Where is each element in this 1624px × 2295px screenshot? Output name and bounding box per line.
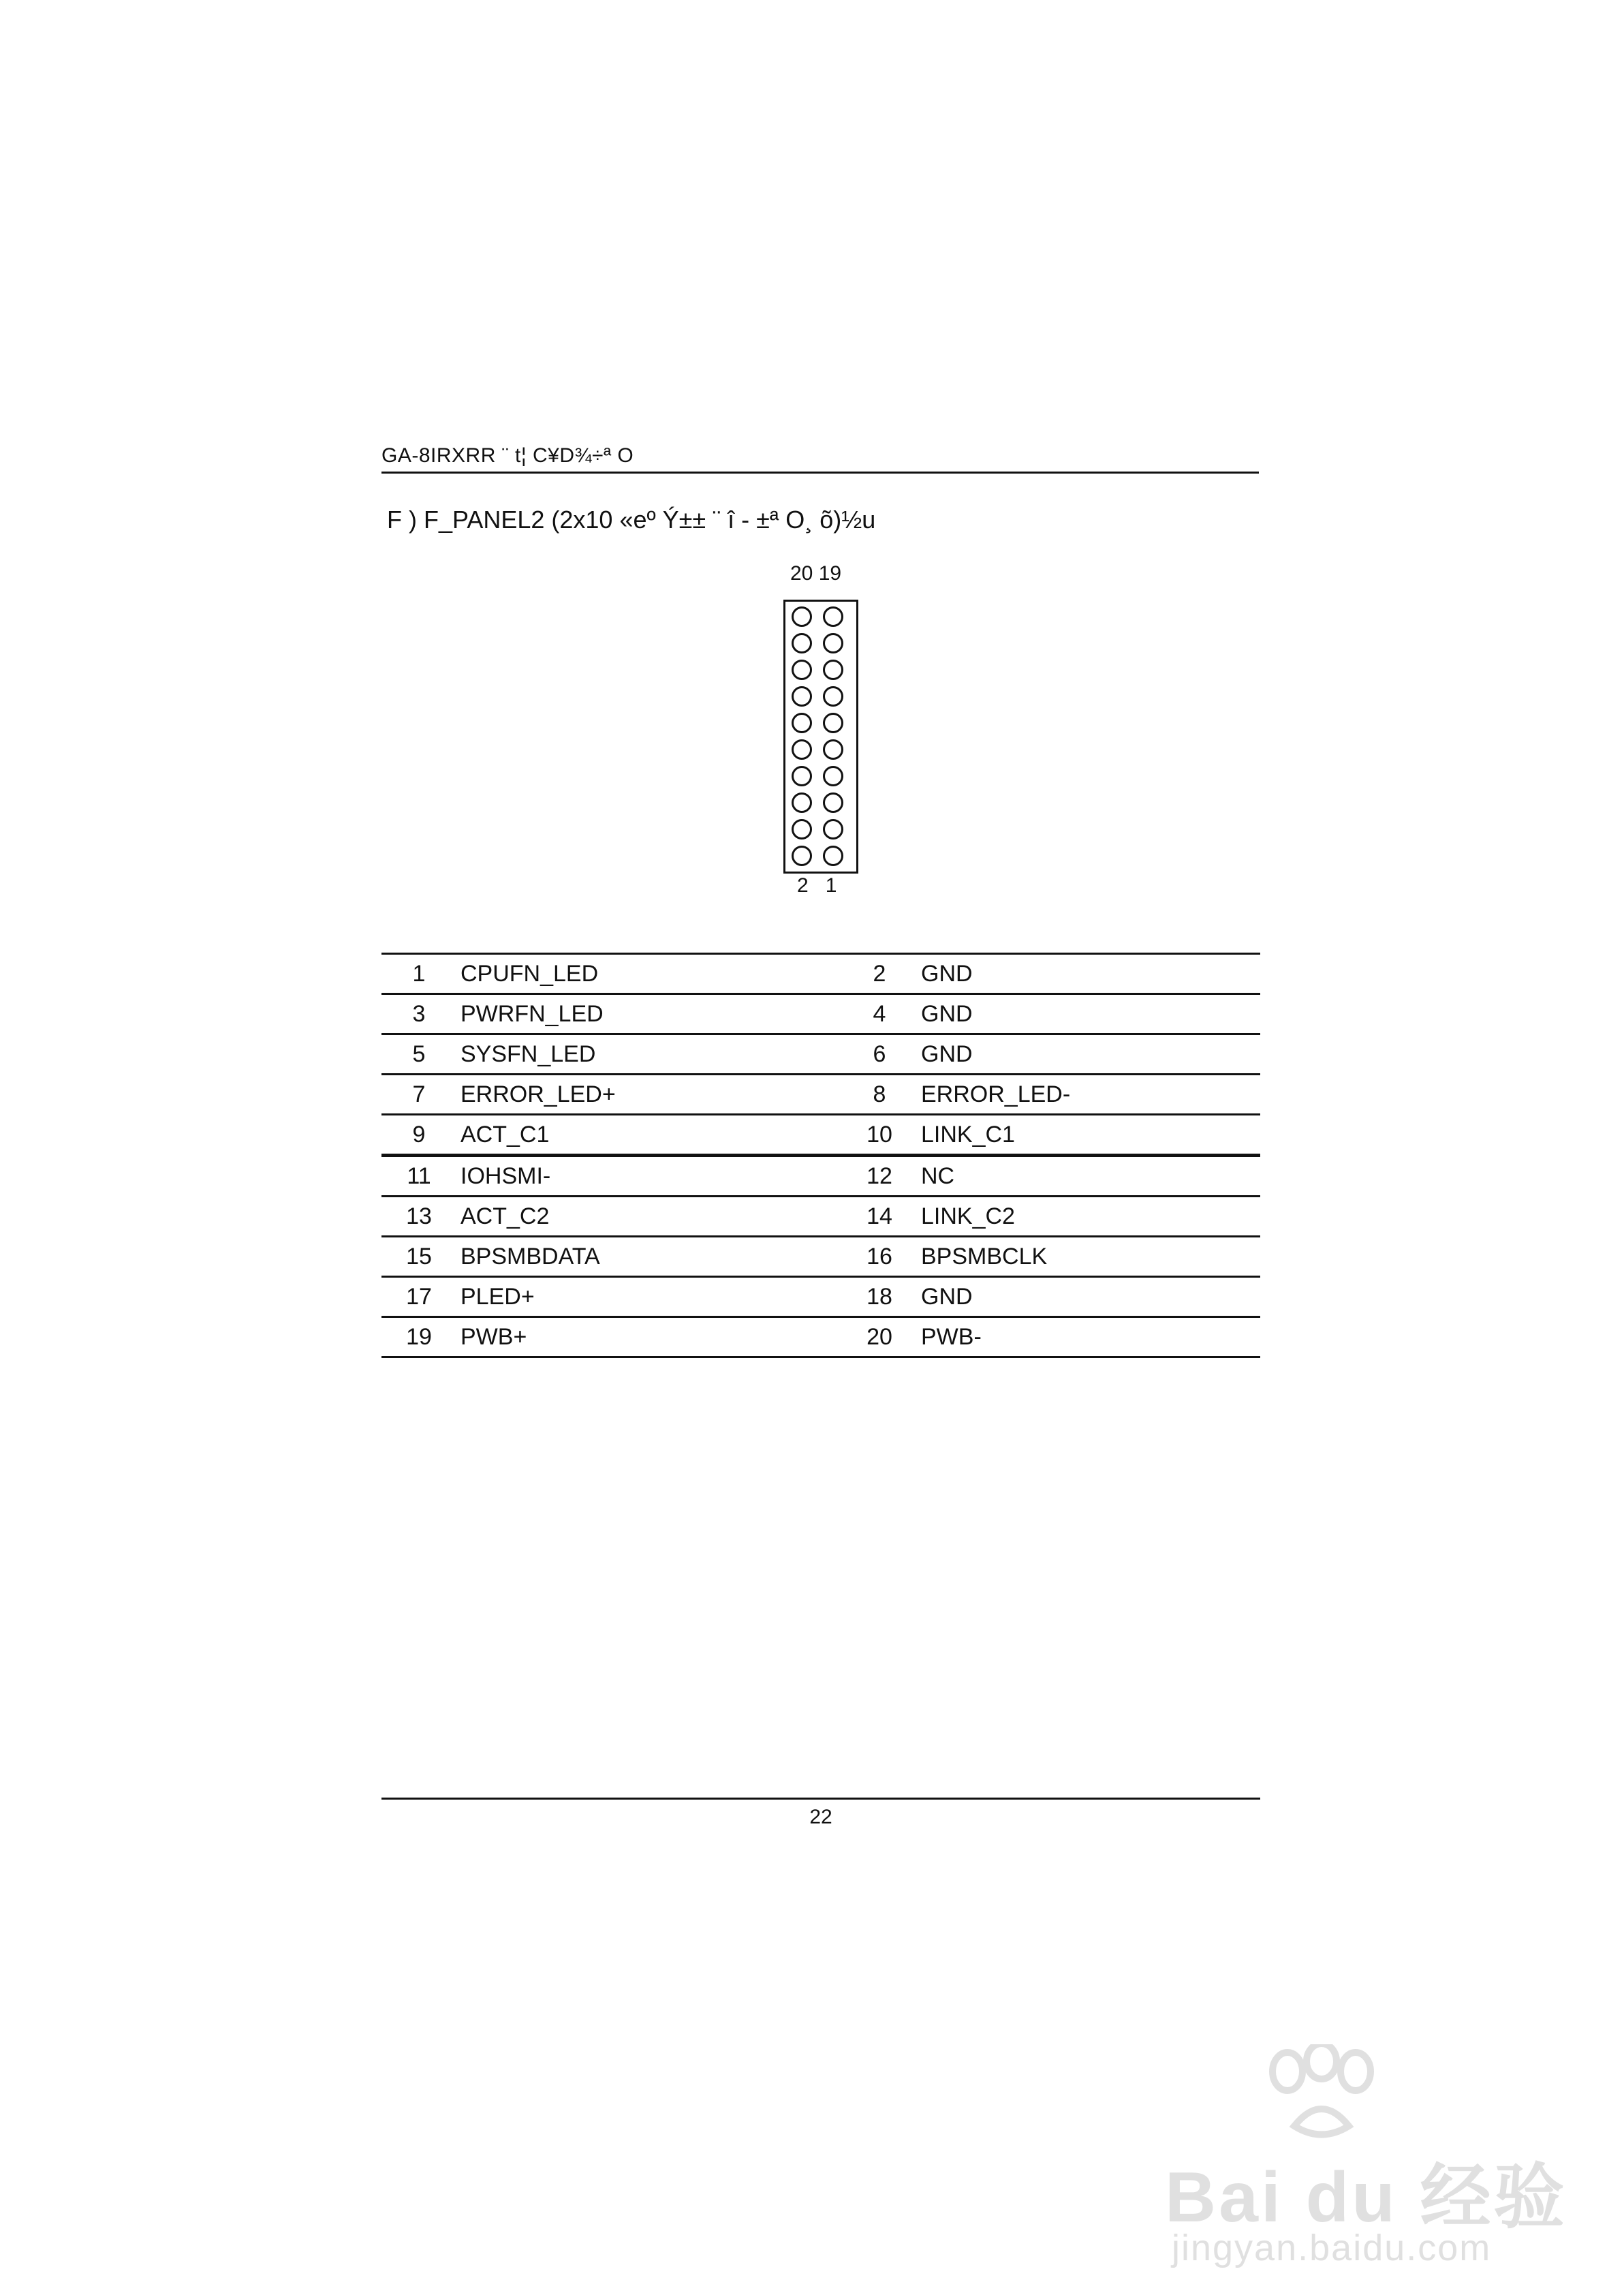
table-row [381,954,1260,994]
pin-signal-name: NC [917,1156,1260,1197]
pin-number: 6 [842,1034,917,1075]
table-row [381,1156,1260,1197]
connector-pin [823,739,843,760]
footer-divider [381,1798,1260,1800]
connector-pin [792,792,812,813]
connector-pin [823,819,843,840]
section-title: F ) F_PANEL2 (2x10 «eº Ý±± ¨ î - ±ª O¸ õ)½u [387,506,876,534]
table-row [381,1034,1260,1075]
pin-number: 3 [381,994,456,1034]
pin-number: 19 [381,1317,456,1357]
baidu-paw-icon [1247,2044,1396,2146]
table-row [381,1277,1260,1317]
pin-number: 8 [842,1075,917,1115]
pin-signal-name: ACT_C2 [456,1197,842,1237]
table-row [381,1237,1260,1277]
pin-number: 11 [381,1156,456,1197]
pin-signal-name: ACT_C1 [456,1115,842,1156]
table-row [381,1115,1260,1156]
pin-signal-name: ERROR_LED- [917,1075,1260,1115]
pin-signal-name: BPSMBCLK [917,1237,1260,1277]
connector-pin [792,660,812,680]
table-row [381,1317,1260,1357]
pin-number: 13 [381,1197,456,1237]
pin-number: 18 [842,1277,917,1317]
connector-pin [792,819,812,840]
pin-signal-name: GND [917,954,1260,994]
pin-signal-name: CPUFN_LED [456,954,842,994]
pin-number: 7 [381,1075,456,1115]
pin-signal-name: GND [917,994,1260,1034]
pin-number: 10 [842,1115,917,1156]
pin-signal-name: IOHSMI- [456,1156,842,1197]
pin-signal-name: PWB+ [456,1317,842,1357]
watermark-url: jingyan.baidu.com [1172,2228,1492,2268]
page-header: GA-8IRXRR ¨ t¦ C¥D¾÷ª O [381,444,1259,474]
pin-assignment-table [381,953,1260,1358]
pin-signal-name: GND [917,1277,1260,1317]
connector-pin [792,739,812,760]
connector-diagram [783,600,858,874]
connector-pin [823,713,843,733]
connector-pin [823,792,843,813]
connector-pin [792,686,812,707]
connector-pin [792,633,812,653]
page-number: 22 [809,1806,832,1828]
connector-pin [792,766,812,786]
pin-signal-name: LINK_C2 [917,1197,1260,1237]
pin-number: 2 [842,954,917,994]
connector-pin [823,686,843,707]
pin-signal-name: PWB- [917,1317,1260,1357]
connector-pin [823,633,843,653]
connector-pin [823,606,843,627]
pin-number: 14 [842,1197,917,1237]
pin-number: 16 [842,1237,917,1277]
pin-signal-name: PLED+ [456,1277,842,1317]
connector-pin [792,606,812,627]
pin-signal-name: GND [917,1034,1260,1075]
table-row [381,1197,1260,1237]
pin-number: 4 [842,994,917,1034]
pin-number: 1 [381,954,456,994]
connector-bottom-pin-label: 2 1 [797,874,837,897]
pin-signal-name: ERROR_LED+ [456,1075,842,1115]
connector-pin [823,766,843,786]
pin-signal-name: LINK_C1 [917,1115,1260,1156]
connector-pin [823,660,843,680]
pin-number: 12 [842,1156,917,1197]
table-row [381,1075,1260,1115]
pin-signal-name: BPSMBDATA [456,1237,842,1277]
pin-signal-name: PWRFN_LED [456,994,842,1034]
pin-signal-name: SYSFN_LED [456,1034,842,1075]
pin-number: 20 [842,1317,917,1357]
pin-number: 5 [381,1034,456,1075]
connector-pin [792,846,812,866]
watermark-brand: Bai du 经验 [1165,2158,1567,2237]
table-row [381,994,1260,1034]
pin-number: 17 [381,1277,456,1317]
pin-number: 9 [381,1115,456,1156]
pin-number: 15 [381,1237,456,1277]
connector-pin [792,713,812,733]
connector-top-pin-label: 20 19 [790,562,842,585]
connector-pin [823,846,843,866]
